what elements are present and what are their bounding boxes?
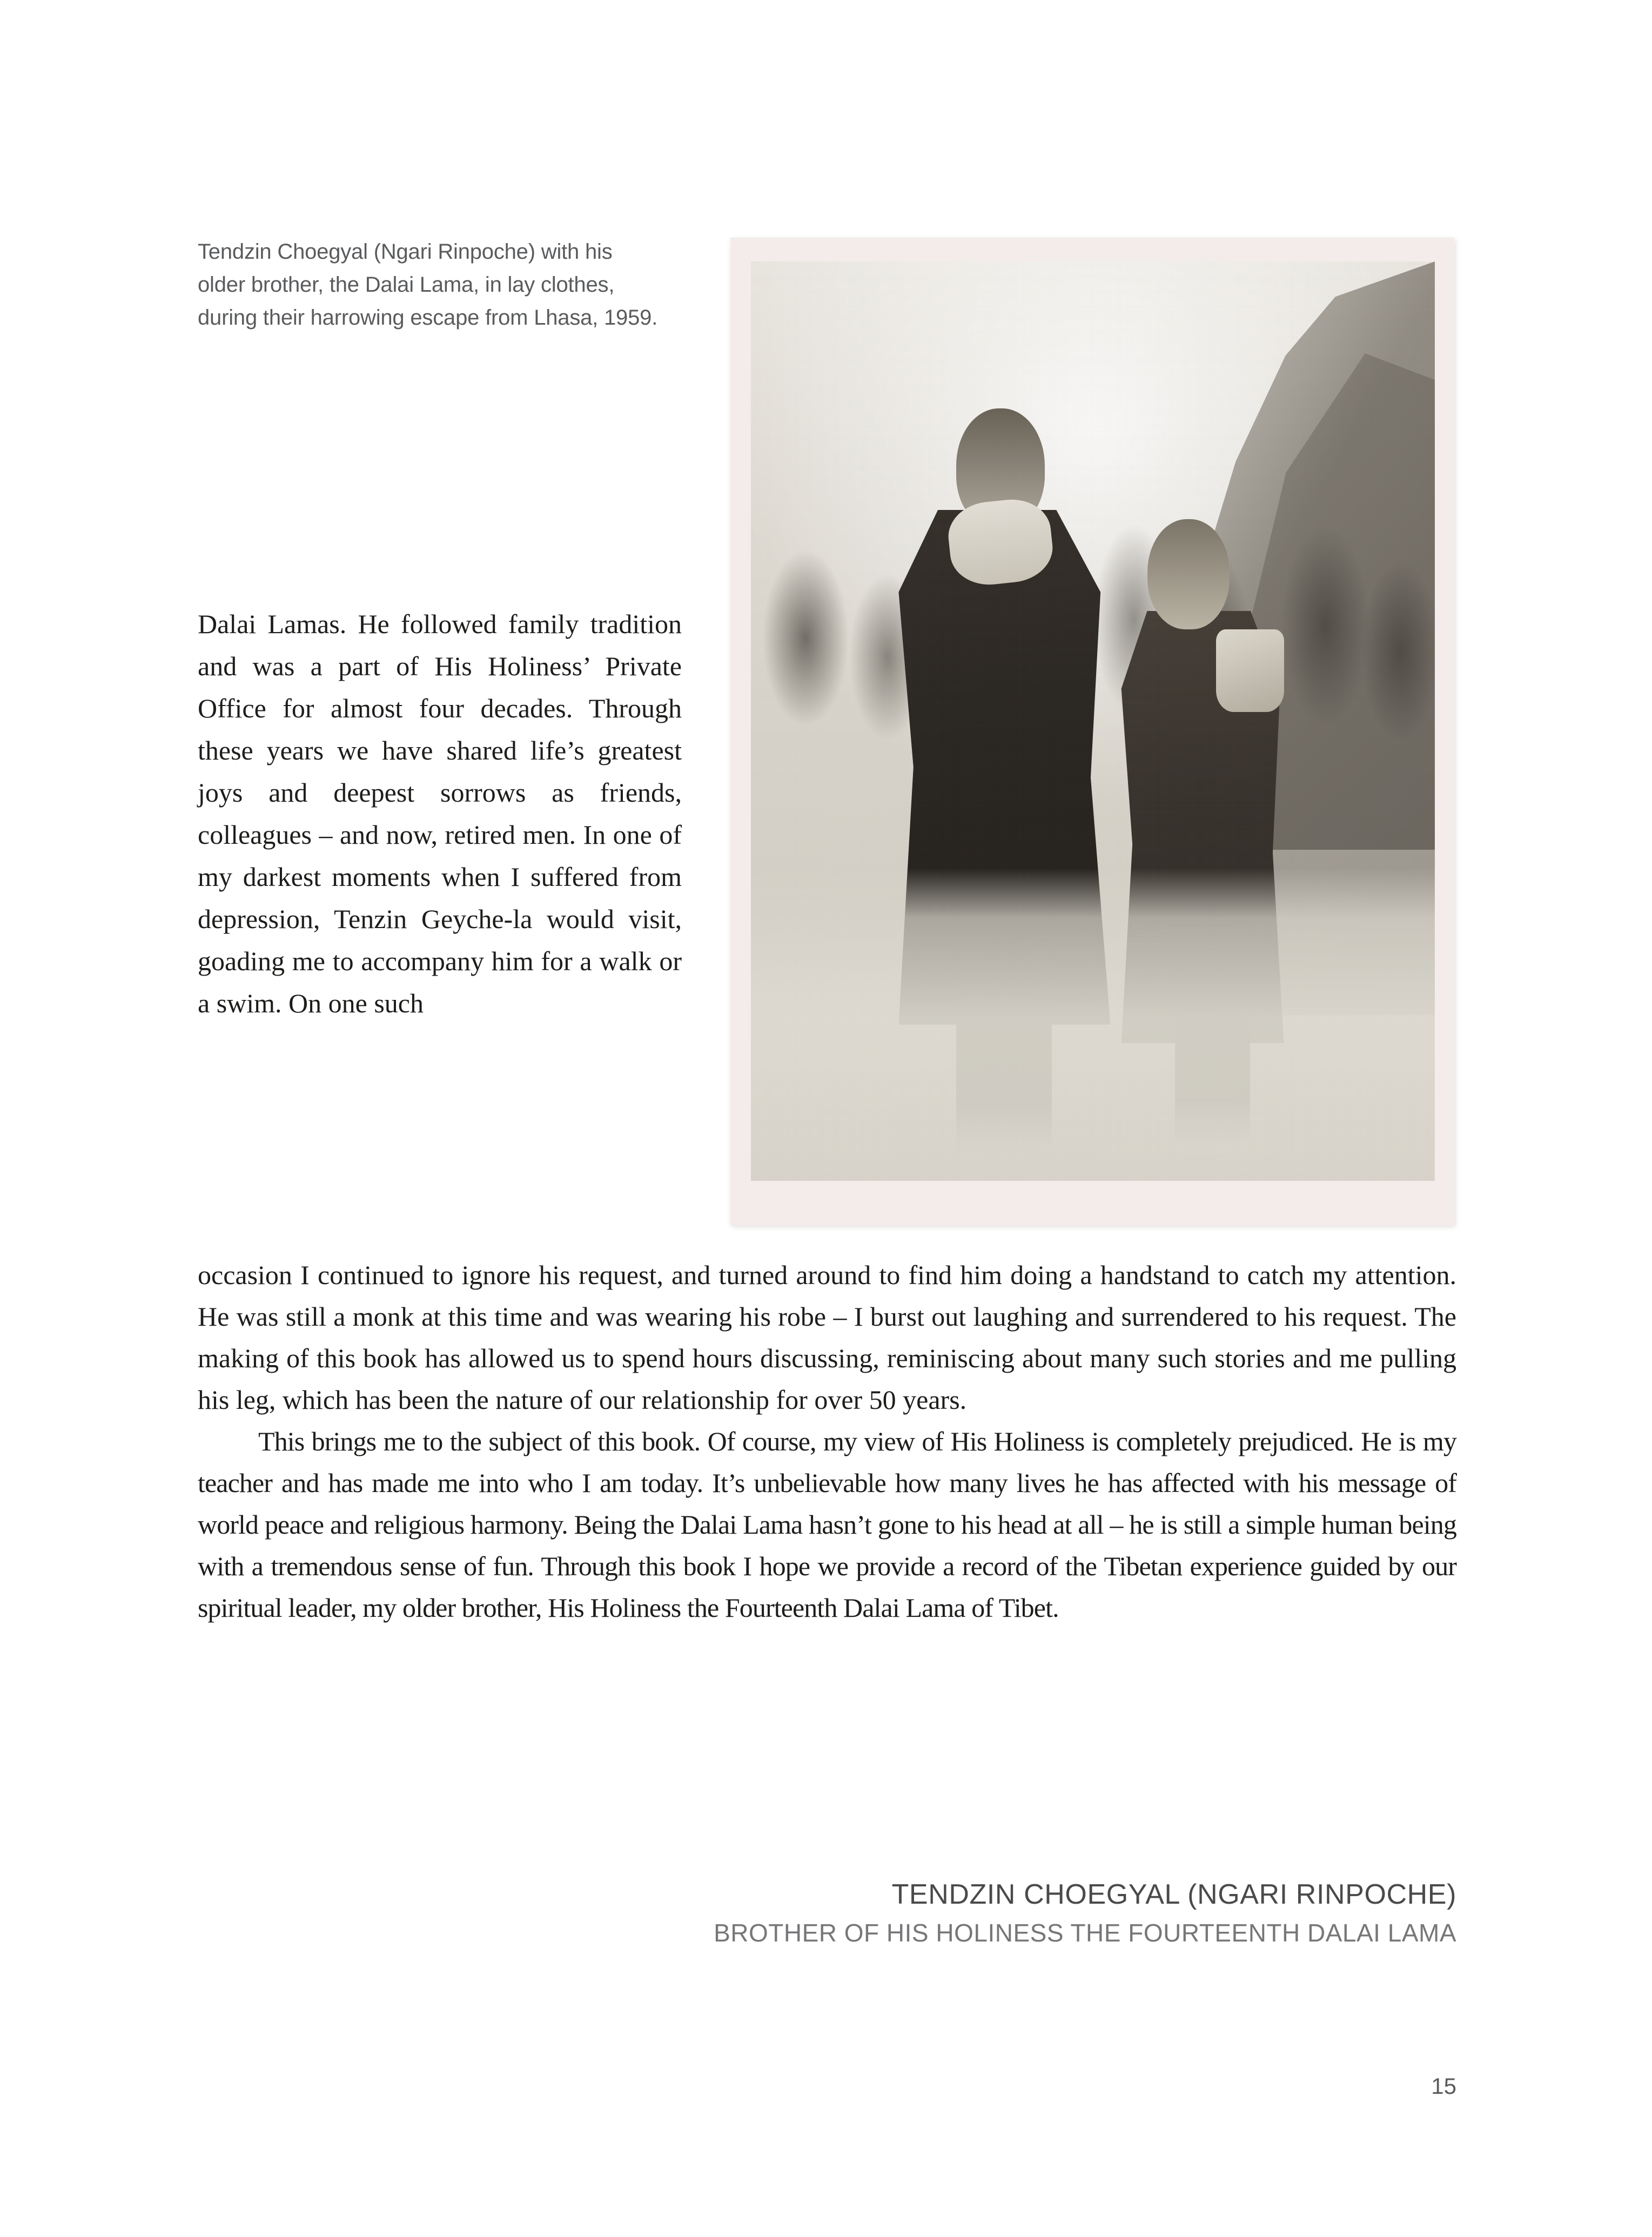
photo-film-grain — [751, 261, 1435, 1181]
signature-block — [592, 1878, 1456, 1949]
figure-caption: Tendzin Choegyal (Ngari Rinpoche) with his older brother, the Dalai Lama, in lay clothes, during their harrowing escape from Lhasa, 1959. — [198, 240, 658, 330]
page-number: 15 — [1431, 2073, 1456, 2099]
signature-role: BROTHER OF HIS HOLINESS THE FOURTEENTH DALAI LAMA — [714, 1919, 1456, 1947]
body-paragraph-2: This brings me to the subject of this book. Of course, my view of His Holiness is completely prejudiced. He is my teacher and has made me into who I am today. It’s unbelievable how many lives he has affected with his message of world peace and religious harmony. Being the Dalai Lama hasn’t gone to his head at all – he is still a simple human being with a tremendous sense of fun. Through this book I hope we provide a record of the Tibetan experience guided by our spiritual leader, my older brother, His Holiness the Fourteenth Dalai Lama of Tibet. — [198, 1426, 1456, 1623]
figure-photo-frame — [730, 238, 1454, 1225]
historical-photograph — [751, 261, 1435, 1181]
body-column-narrow: Dalai Lamas. He followed family tradition and was a part of His Holiness’ Private Office for almost four decades. Through these years we have shared life’s greatest joys and deepest sorrows as friends, colleagues – and now, retired men. In one of my darkest moments when I suffered from depression, Tenzin Geyche-la would visit, goading me to accompany him for a walk or a swim. On one such — [198, 609, 682, 1018]
body-paragraph-1: occasion I continued to ignore his request, and turned around to find him doing a handstand to catch my attention. He was still a monk at this time and was wearing his robe – I burst out laughing and surrendered to his request. The making of this book has allowed us to spend hours discussing, reminiscing about many such stories and me pulling his leg, which has been the nature of our relationship for over 50 years. — [198, 1260, 1456, 1415]
signature-name: TENDZIN CHOEGYAL (NGARI RINPOCHE) — [891, 1879, 1456, 1910]
body-column-wide — [198, 1254, 1456, 1629]
